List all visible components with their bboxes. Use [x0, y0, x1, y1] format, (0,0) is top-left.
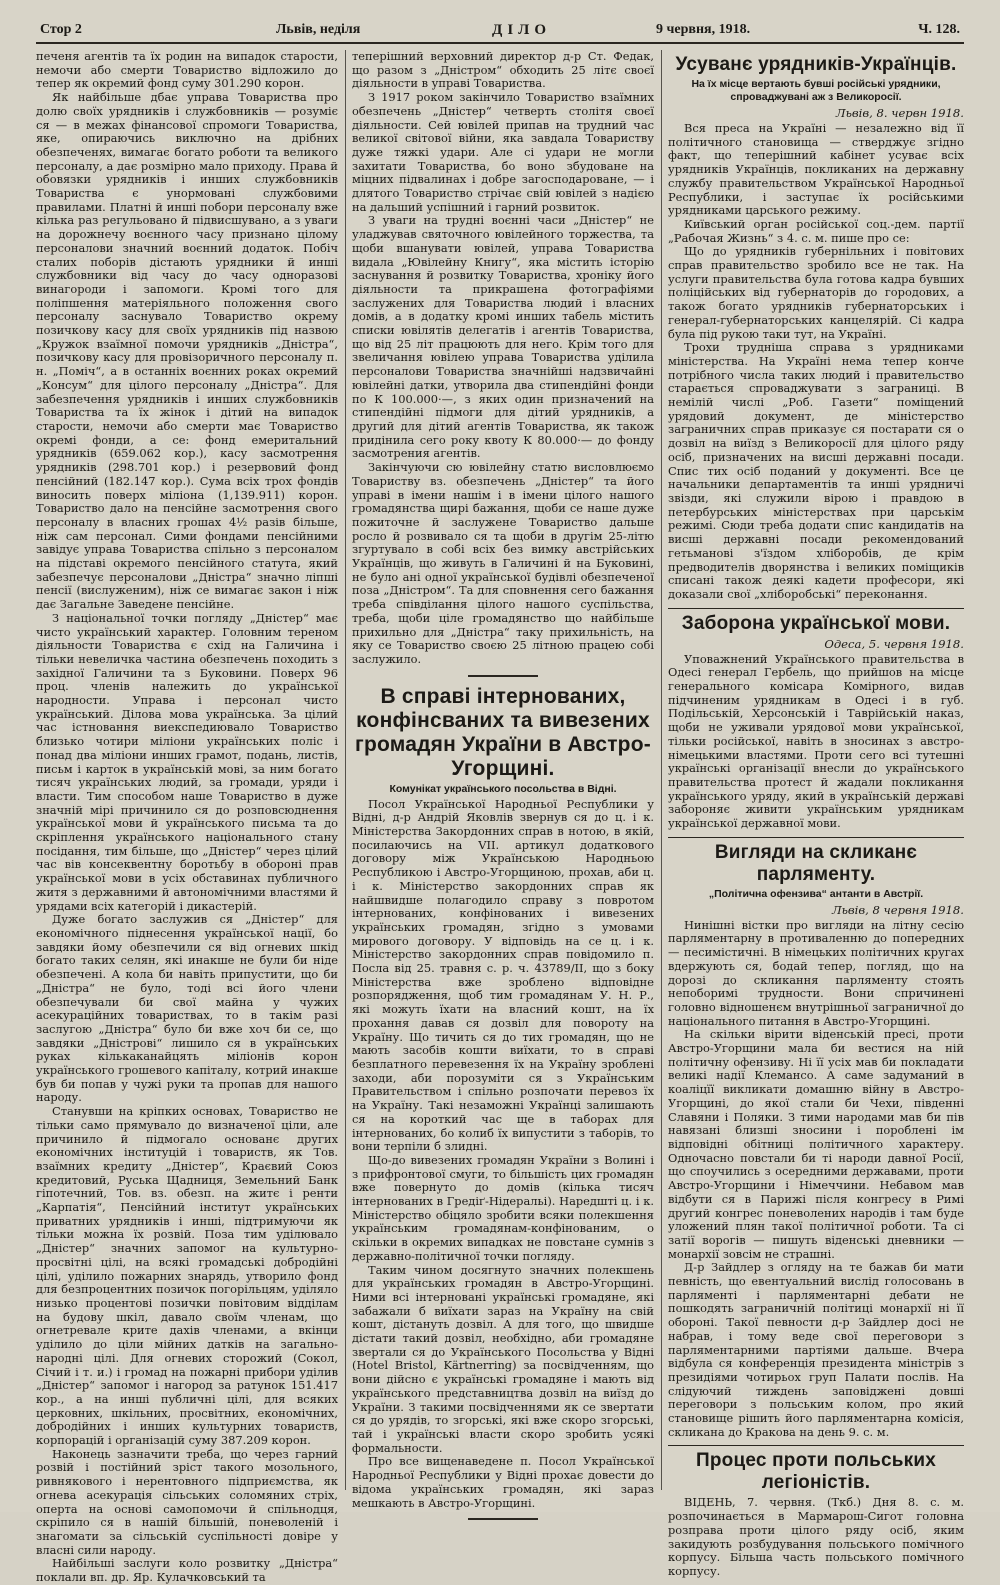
paragraph: Київський орган російської соц.-дем. партії „Рабочая Жизнь“ з 4. с. м. пише про се: [668, 216, 964, 245]
dateline: Львів, 8. червн 1918. [835, 106, 964, 120]
column-2 [352, 49, 654, 1510]
paragraph: Наконець зазначити треба, що через гарний розвій і постійний зріст такого мозольного, ривнякового і нерентовного підприємства, як огнева асекурація сільських соломяних стріх, оперта на основі самопомочи й спільнодця, скріпило ся в нашій більшій, поневоленій і знагомати за сільській суспільності довіре у власні сили народу. [36, 1446, 338, 1557]
dateline: Львів, 8 червня 1918. [831, 902, 964, 917]
paragraph: Закінчуючи сю ювілейну статю висловлюємо Товариству вз. обезпечень „Дністер“ та його управі в імени нашім і в імени цілого нашого громадянства щирі бажання, щоби се наше дуже пожиточне й заслужене Товариство дальше росло й розвивало ся та щоби в другім 25-літю згуртувало в собі всіх без вимку австрійських Українців, що живуть в Галичині й на Буковині, не було ані одної української будівлі обезпеченої поза „Дністром“. Та для сповнення сего бажання треба співділання цілого нашого суспільства, треба, щоби ціле громадянство що найбільше прихильно для „Дністра“ таку прихильність, на яку се Товариство своєю 25 літною працею собі заслужило. [352, 460, 654, 666]
paragraph: Таким чином досягнуто значних полекшень для українських громадян в Австро-Угорщині. Ними всі інтерновані українські громадяне, які забажали б виїхати зараз на Україну на свій кошт, дістануть дозвіл. А для того, що швидше дістати такий дозвіл, необхідно, аби громадяне звертали ся до Українського Посольства у Відні (Hotel Bristol, Kärtnerring) за посвідченням, що вони дійсно є українські громадяне і мають від українського представництва дозвіл на виїзд до України. З такими посвідченнями як се звертати ся до урядів, то згорські, які вже скоро згорські, тай і українські власти скоро зробить усякі формальности. [352, 1262, 654, 1455]
paragraph: Посол Української Народньої Республики у Відні, д-р Андрій Яковлів звернув ся до ц. і к. Міністерства Закордонних справ в нотою, в якій, посилаючись на VII. артикул додаткового договору між Українською Народньою Республикою і Австро-Угорщиною, прохав, аби ц. і к. Міністерство закордонних справ як найшвидше полагодило справу з повротом інтернованих, конфінованих і вивезених українських громадян, згідно з умовами мирового договору. У відповідь на се ц. і к. Міністерство закордонних справ повідомило п. Посла від 25. травня с. р. ч. 43789/II, що з боку Міністерства вже зроблено відповідне розпорядження, щоб тим громадянам У. Н. Р., які можуть їхати на власний кошт, на їх прохання давав ся дозвіл для повороту на Україну. Що тичить ся до тих громадян, що не мають засобів кошти виїхати, то в справі безплатного перевезення їх на Україну зроблені заходи, аби порозуміти ся з Українським Правительством і спільно розпочати перевоз їх на Україну. Такі незаможні Українці залишають ся на короткий час ще в таборах для інтернованих, бо колиб їх випустити з таборів, то вони терпіли б злидні. [352, 796, 654, 1154]
paragraph: Нинішні вістки про вигляди на літну сесію парляментарну в противаленню до попередних — песимістичні. В німецьких політичних кругах вдержують ся, бодай тепер, погляд, що на дорозі до скликання парляменту стоять непоборимі трудности. Вони спричинені головно відношенєм внутрішньої заграничної до національного питання в Австро-Угорщині. [668, 917, 964, 1028]
paragraph: ВІДЕНЬ, 7. червня. (Ткб.) Дня 8. с. м. розпочинається в Мармарош-Сигот головна розправа проти цілого ряду осіб, яким закидують розбудування польського помічного корпусу. Більша часть польського помічного корпусу. [668, 1495, 964, 1578]
paragraph: З національної точки погляду „Дністер“ має чисто український характер. Головним тереном діяльности Товариства є схід на Галичина і тільки невеличка частина обезпечень походить з західної Галичини та з Буковини. Поверх 96 проц. членів належить до української народности. Управа і персонал чисто український. Ділова мова українська. За цілий час істновання виекспедиювало Товариство близько чотири міліони українських поліс і понад два міліони инших грамот, подань, листів, письм і карток в українській мові, за ним богато тисяч українських людий, за громади, уряди і власти. Тим способом наше Товариство в дуже значній мірі причинило ся до розповсюднення української мови й українського письма та до скріплення українського національного стану посідання, тим більше, що „Дністер“ через цілий час вів консеквентну боротьбу в обороні прав української мови в усіх обставинах публичного житя з державними й автономічними властями й урядами всіх категорій і дикастерій. [36, 610, 338, 913]
newspaper-title: ДІЛО [492, 22, 552, 38]
paragraph: печеня агентів та їх родин на випадок старости, немочи або смерти Товариство відложило до тепер як окремий фонд суму 301.290 корон. [36, 49, 338, 91]
page-number: Стор 2 [40, 22, 82, 37]
columns [36, 49, 964, 1585]
article-divider [468, 1518, 538, 1520]
column-3 [668, 50, 964, 1578]
article-title: Заборона української мови. [681, 612, 951, 634]
article-divider [668, 608, 964, 609]
issue-number: Ч. 128. [918, 22, 960, 37]
article-title: Процес проти польських легіоністів. [696, 1450, 936, 1494]
paragraph: теперішний верховний директор д-р Ст. Федак, що разом з „Дністром“ обходить 25 літє своєї діяльности в управі Товариства. [352, 49, 654, 91]
masthead [36, 18, 964, 44]
paragraph: Найбільші заслуги коло розвитку „Дністра“ поклали вп. др. Яр. Кулачковський та [36, 1556, 338, 1585]
paragraph: З уваги на трудні воєнні часи „Дністер“ не уладжував святочного ювілейного торжества, та щоби вшанувати ювілей, управа Товариства видала „Ювілейну Книгу“, яка містить історію заснування й розвитку Товариства, хроніку його діяльности та прикрашена фотографіями заслужених для Товариства людий і власних домів, а в додатку кромі инших табель містить списки ювілятів делегатів і агентів Товариства, що від 25 літ працюють для него. Крім того для звеличання ювілею управа Товариства уділила персоналови Товариства значнійші надзвичайні ювілейні датки, утворила два стипендійні фонди по К 100.000·—, з яких один призначений на стипендійні підмоги для дітий урядників, а другий для дітий агентів Товариства, як також придінила сего року квоту К 80.000·— до фонду засмотрения агентів. [352, 213, 654, 461]
dateline: Одеса, 5. червня 1918. [824, 636, 964, 651]
article-subtitle: Комунікат українського посольства в Відні. [389, 782, 617, 795]
paragraph: Що до урядників губернільних і повітових справ правительство зробило все не так. На услуги правительства була готова кадра бувших поліційських від губернаторів до городових, а також богато урядників губернаторських і генерал-губернаторських канцелярій. Сі кадра була під рукою таки тут, на Україні. [668, 244, 964, 341]
article-title: В справі інтернованих, конфінсваних та вивезених громадян України в Австро-Угорщині. [355, 684, 651, 780]
paragraph: Д-р Зайдлер з огляду на те бажав би мати певність, що евентуальний вислід голосовань в парляменті і парляментарні дебати не пошкодять заграничній політиці монархії ні її обороні. Такої певности д-р Зайдлер досі не набрав, і тому веде свої переговори з парляментарними партіями дальше. Вчера відбула ся конференція президента міністрів з президіями чотирьох груп Палати послів. На слідуючий тиждень заповіджені довші переговори з польським колом, про який становище рішить його парляментарна комісія, скликана до Кракова на день 9. с. м. [668, 1260, 964, 1439]
paragraph: Вся преса на Україні — незалежно від її політичного становища — стверджує згідно факт, що теперішний кабінет усуває всіх урядників Українців, покликаних на державну службу правительством Української Народньої Республики, і заступає їх російськими урядниками царського режиму. [668, 121, 964, 218]
paragraph: Як найбільше дбає управа Товариства про долю своїх урядників і службовників — розуміє ся — в межах фінансової спромоги Товариства, яке, опираючись виключно на дрібних обезпеченях, вимагає богато роботи та великого персоналу, а дає розмірно мало приходу. Права й обовязки урядників і инших службовників Товариства є унормовані службовими правилами. Платні й инші побори персоналу вже кілька раз регульовано й підвисшувано, а з уваги на дорожнечу воєнного часу признано цілому персоналови значний воєнний додаток. Побіч сталих поборів дістають урядники й инші службовники від часу до часу одноразові винагороди і запомоги. Кромі того для поліпшення матеріяльного положення свого персоналу заснувало Товариство окрему позичкову касу для своїх урядників під назвою „Кружок взаїмної помочи урядників „Дністра“, позичкову касу для провізоричного персоналу п. н. „Поміч“, а в останніх воєнних роках окремий „Консум“ для цілого персоналу „Дністра“. Для забезпечення урядників і инших службовників Товариства та їх жінок і дітий на випадок старости, немочи або смерти має Товариство окремі фонди, а се: фонд емеритальний урядників (659.062 кор.), касу засмотрення урядників (298.701 кор.) і резервовий фонд пенсійний (182.147 кор.). Сума всіх трох фондів виносить поверх міліона (1,139.911) корон. Товариство дало на пенсійне засмотрення свого персоналу в власних грошах 4½ разів більше, ніж сам персонал. Сими фондами пенсійними завідує управа Товариства спільно з персоналом на підставі окремого пенсійного статута, який забезпечує персоналови „Дністра“ значно ліпші пенсії (вислуженим), ніж се вимагає закон і ніж дає Загальне Заведене пенсійне. [36, 90, 338, 612]
column-1 [36, 49, 338, 1585]
article-title: Усуванє урядників-Українців. [675, 54, 957, 75]
paragraph: Уповажнений Українського правительства в Одесі генерал Гербель, що прийшов на місце генерального комісара Комірного, видав підчиненим урядникам в Одесі і в губ. Подільській, Херсонській і Таврійській наказ, щоби не уживали урядової мови української, тільки російської, навіть в зносинах з австро-німецькими властями. Проти сего всі тутешні українські організації внесли до українського правительства протест й жадали покликання українського уряду, який в українській державі забороняє живити українським урядникам української державної мови. [668, 651, 964, 831]
paragraph: Про все вищенаведене п. Посол Української Народньої Республики у Відні прохає довести до відома українських громадян, які зараз мешкають в Австро-Угорщині. [352, 1454, 654, 1510]
paragraph: На скільки вірити віденській пресі, проти Австро-Угорщини мала би вестися на ній політичну офензиву. Ні її усіх мав би покладати великі надії Клемансо. А саме задуманий в коаліцїї викликати домашню війну в Австро-Угорщині, до якої стали би Чехи, південні Славяни і Поляки. З тими народами мав би пів навязані близші зносини і пороблені ім відповідні обітниці політичного характеру. Одночасно повстали би ті народи давної Росії, що споучились з осередними державами, проти Австро-Угорщини і Німеччини. Небавом мав відбути ся в Парижі після конгресу в Римі другий конгрес поневолених народів і там буде уложений плян такої політичної роботи. Та сі затії ворогів — пишуть віденські дневники — монархії зовсім не страшні. [668, 1027, 964, 1261]
paragraph: Що-до вивезених громадян України з Волині і з прифронтової смуги, то більшість цих громадян вже повернуто до домів (кілька тисяч інтернованих в Гредіґ-Нідеральі). Наредшті ц. і к. Міністерство обіцяло зробити всяки полекшення українським громадянам-конфінованим, о скільки в окремих випадках не повстане сумнів з державно-політичної точки погляду. [352, 1152, 654, 1263]
article-divider [468, 675, 538, 677]
paragraph: З 1917 роком закінчило Товариство взаїмних обезпечень „Дністер“ четверть столітя своєї діяльности. Сей ювілей припав на трудний час великої світової війни, яка завдала Товариству дуже тяжкі удари. Але сі удари не могли захитати Товариства, бо воно збудоване на міцних підвалинах і добре загосподароване, — і длятого Товариство стрічає свій ювілей з надією на дальший успішний і гарний розвиток. [352, 90, 654, 214]
article-title: Вигляди на скликанє парляменту. [714, 841, 918, 885]
column-rule [661, 50, 662, 1490]
article-divider [668, 1445, 964, 1446]
city-day: Львів, неділя [276, 22, 361, 37]
issue-date: 9 червня, 1918. [656, 22, 751, 37]
article-divider [668, 837, 964, 838]
paragraph: Трохи трудніша справа з урядниками міністерства. На Україні нема тепер конче потрібного числа таких людий і правительство старається спроваджувати з заграниці. В немілій числі „Роб. Газети“ поміщений урядовий документ, де міністерство заграничних справ приказує ся постарати ся о дозвіл на виїзд з Великоросії для цілого ряду осіб, призначених на висші державні посади. Спис тих осіб поданий у документі. Все це начальники департаментів та инші урядничі звізди, які служили вірою і правдою в петербурських міністерствах при царськім режимі. Сюди треба додати спис кандидатів на висші державні посади рекомендований гетьманові з'їздом хліборобів, де крім предводителів дворянства і великих поміщиків списані також деякі кадети професори, які доказали свої „хліборобські“ переконання. [668, 340, 964, 601]
paragraph: Станувши на кріпких основах, Товариство не тільки само прямувало до визначеної ціли, але причинило й підмогало основанє других економічних інституцій і товариств, як Тов. взаїмних кредиту „Дністер“, Краєвий Союз кредитовий, Руська Щадниця, Земельний Банк гіпотечний, Тов. вз. обезп. на житє і ренти „Карпатія“, Пенсійний інститут українських приватних урядників і инші, підтримуючи як тільки можна їх розвій. Поза тим уділювало „Дністер“ значних запомог на культурно-просвітні цілі, на всякі громадські добродійні цілі, уділило пожарних знарядь, утворило фонд для безпроцентних позичок погорільцям, уділяло низько процентові позички повітовим відділам на будову шкіл, давало своїм членам, що огнетревале крите дахів членами, а вкінци уділило до ціли мійних датків на загально-народні цілі. Для огневих сторожий (Сокол, Січий і т. и.) і громад на пожарні прибори уділив „Дністер“ запомог і нагород за ратунок 151.417 кор., а на инші публичні цілі, для всяких церковних, шкільних, просвітних, економічних, добродійних і инших культурних товариств, корпорацій і організацій суму 387.209 корон. [36, 1104, 338, 1448]
article-subtitle: На їх місце вертають бувші російські урядники, спроваджувані аж з Великоросії. [691, 78, 941, 103]
column-rule [345, 50, 346, 1490]
article-subtitle: „Політична офензива“ антанти в Австрії. [708, 887, 924, 900]
paragraph: Дуже богато заслужив ся „Дністер“ для економічного піднесення української нації, бо завдяки йому обезпечили ся від огневих шкід богато таких селян, які инакше не були би ніде обезпечені. А кола би навіть припустити, що би „Дністра“ не було, тоді всі його члени обезпечували би свої майна у чужих асекураційних товариствах, то в такім разі заслугою „Дністра“ було би вже хоч би се, що завдяки „Дністрові“ лишило ся в українських руках кількаканайцять міліонів корон українського грошевого капіталу, котрий инакше був би попав у чужі руки та пропав для нашого народу. [36, 912, 338, 1105]
